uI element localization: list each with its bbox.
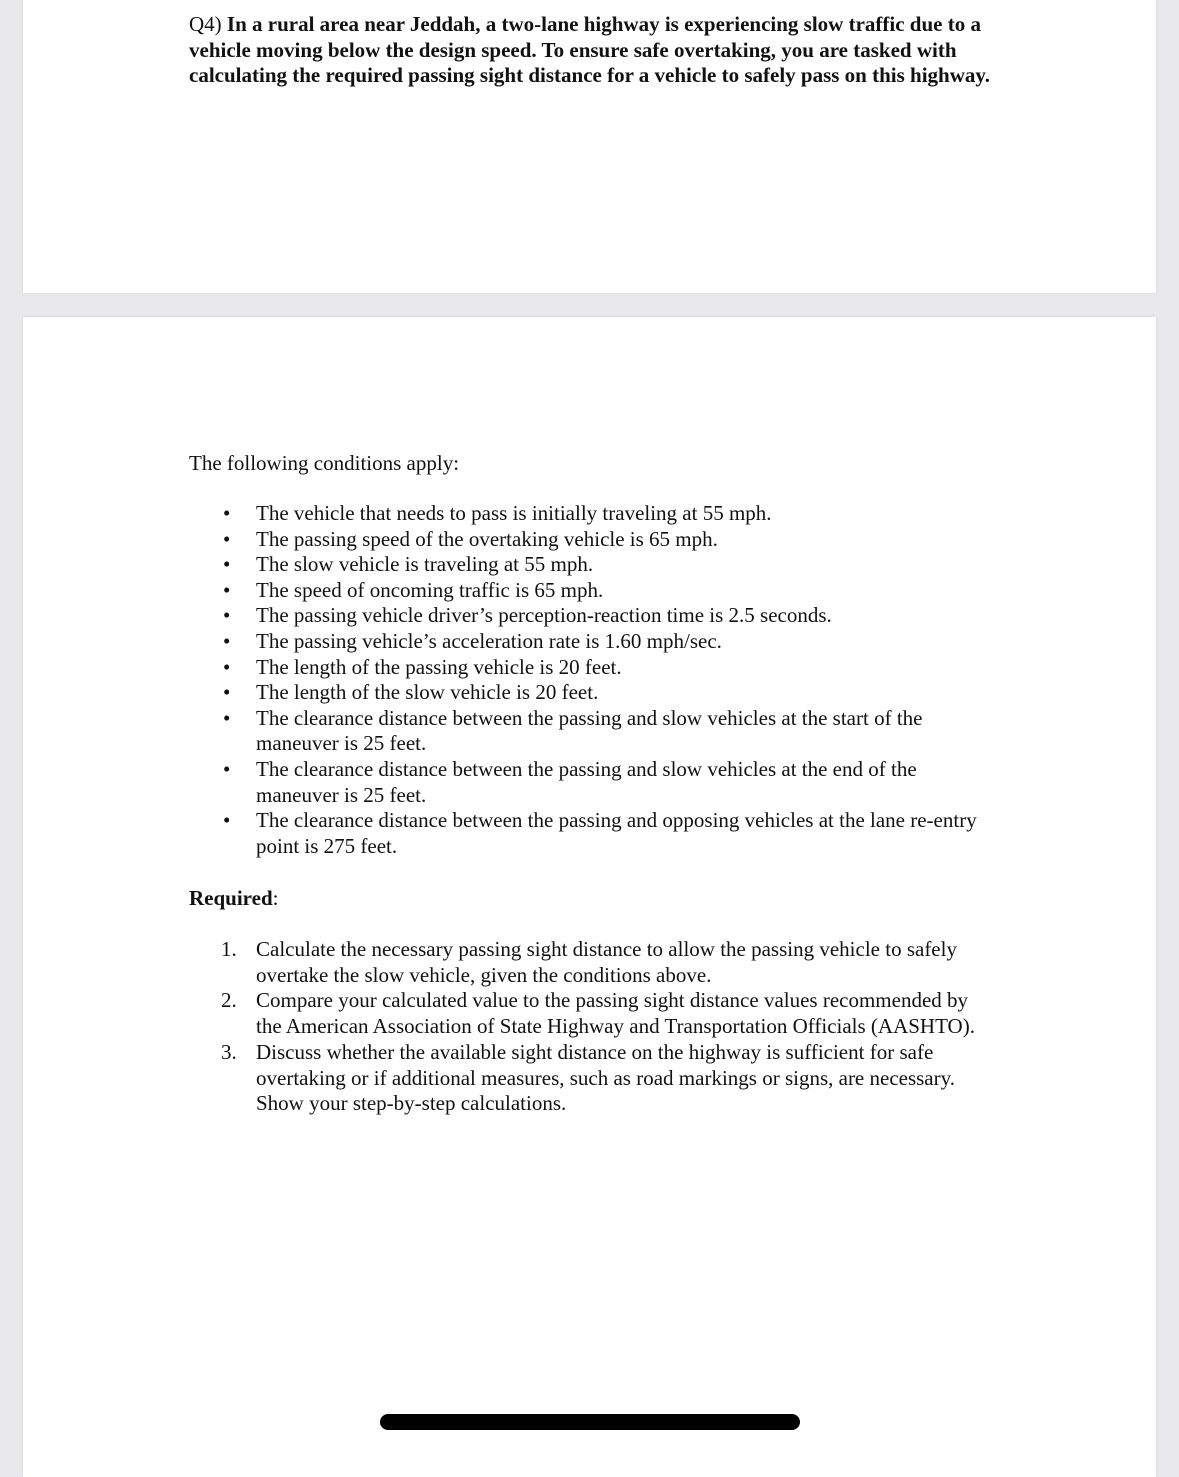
bullet-icon: • [223,654,231,679]
list-item: 1. Calculate the necessary passing sight distance to allow the passing vehicle to safely overtake the slow vehicle, given the conditions above. [221,937,957,987]
list-item: • The passing vehicle’s acceleration rate is 1.60 mph/sec. [223,628,722,653]
list-item: • The passing speed of the overtaking vehicle is 65 mph. [223,526,718,551]
item-number: 3. [221,1039,237,1064]
required-list [189,937,989,1117]
question-body: In a rural area near Jeddah, a two-lane highway is experiencing slow traffic due to a vehicle moving below the design speed. To ensure safe overtaking, you are tasked with calculating the required passing sight distance for a vehicle to safely pass on this highway. [189,12,990,88]
home-indicator[interactable] [380,1414,800,1430]
bullet-icon: • [223,577,231,602]
list-item: • The length of the passing vehicle is 20 feet. [223,654,622,679]
required-heading: Required: [189,886,279,910]
question-text [189,12,1009,89]
bullet-icon: • [223,680,231,705]
bullet-icon: • [223,552,231,577]
bullet-icon: • [223,526,231,551]
item-number: 2. [221,988,237,1013]
list-item: • The vehicle that needs to pass is initially traveling at 55 mph. [223,501,772,525]
list-item: • The slow vehicle is traveling at 55 mph. [223,552,594,577]
list-item: 2. Compare your calculated value to the passing sight distance values recommended by the American Association of State Highway and Transportation Officials (AASHTO). [221,988,975,1039]
list-item: • The passing vehicle driver’s perception-reaction time is 2.5 seconds. [223,603,832,628]
list-item: • The length of the slow vehicle is 20 feet. [223,680,599,705]
bullet-icon: • [223,603,231,628]
list-item: 3. Discuss whether the available sight distance on the highway is sufficient for safe overtaking or if additional measures, such as road markings or signs, are necessary. Show your step-by-step calculations. [221,1039,956,1116]
list-item: • The clearance distance between the passing and slow vehicles at the end of the maneuver is 25 feet. [223,756,917,807]
item-number: 1. [221,937,237,961]
conditions-list [189,501,989,859]
bullet-icon: • [223,808,231,833]
bullet-icon: • [223,501,231,525]
document-page-2 [23,317,1156,1477]
question-number: Q4) [189,12,222,36]
document-page-1 [23,0,1156,293]
conditions-intro: The following conditions apply: [189,451,460,475]
bullet-icon: • [223,628,231,653]
bullet-icon: • [223,756,231,781]
list-item: • The clearance distance between the passing and opposing vehicles at the lane re-entry point is 275 feet. [223,808,977,858]
bullet-icon: • [223,705,231,730]
list-item: • The clearance distance between the passing and slow vehicles at the start of the maneuver is 25 feet. [223,705,923,756]
list-item: • The speed of oncoming traffic is 65 mph. [223,577,604,602]
